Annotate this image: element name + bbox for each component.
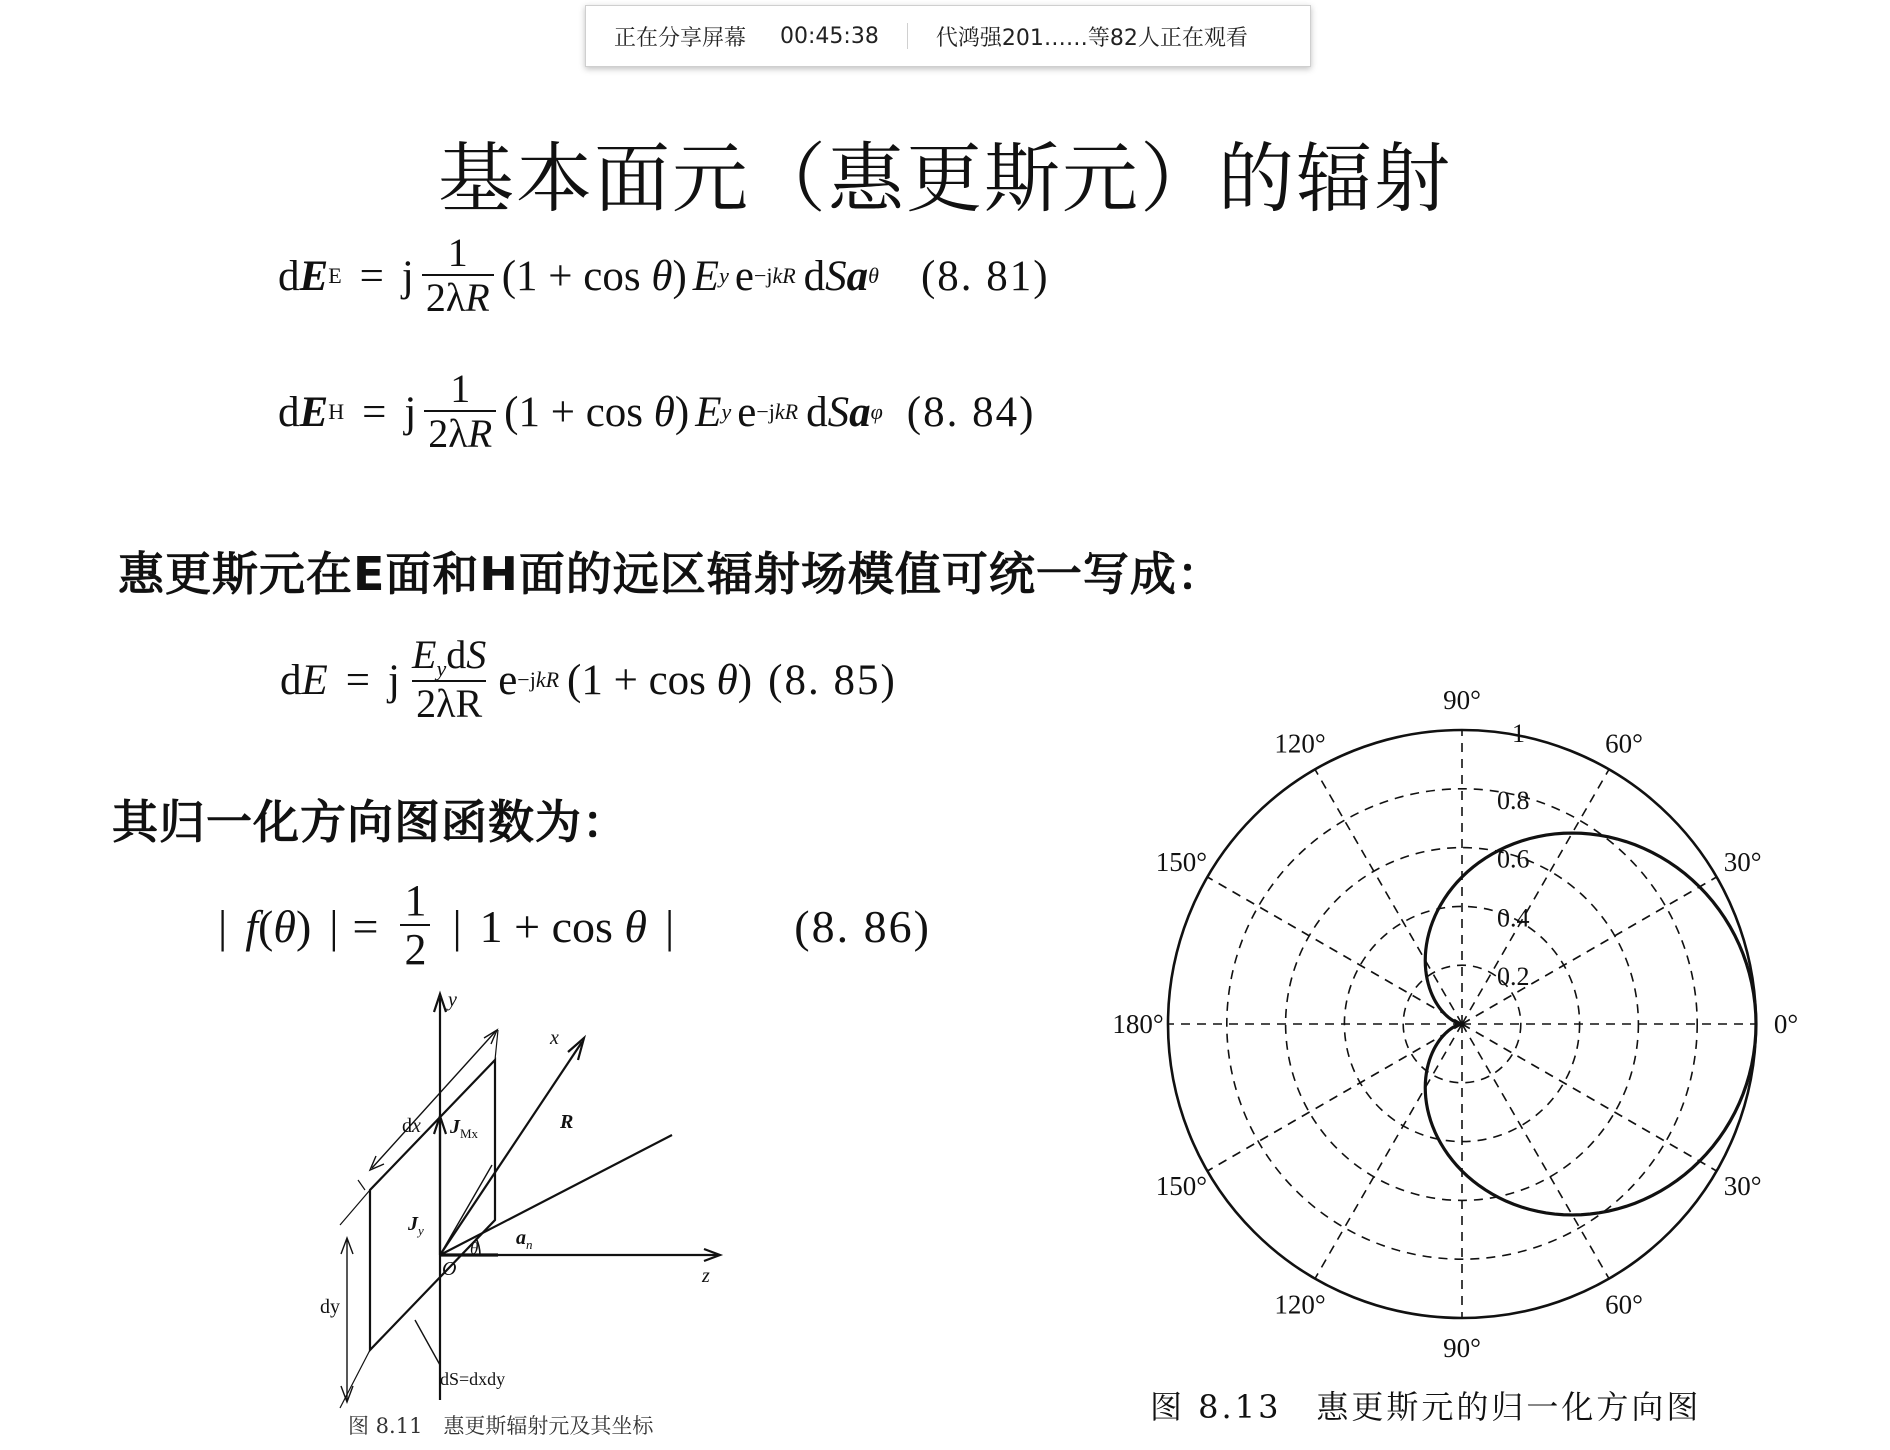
section-heading-far-field: 惠更斯元在E面和H面的远区辐射场模值可统一写成： — [118, 547, 1224, 601]
angle-30-lower: 30° — [1723, 1171, 1762, 1201]
angle-0: 0° — [1773, 1009, 1799, 1039]
polar-pattern-chart — [1080, 680, 1840, 1380]
grid-spoke — [1462, 769, 1609, 1024]
equation-number: (8. 84) — [906, 388, 1036, 436]
equation-number: (8. 86) — [794, 900, 931, 952]
angle-180: 180° — [1112, 1009, 1164, 1039]
label-an: $a_n$ — [516, 1227, 533, 1252]
angle-150-lower: 150° — [1155, 1171, 1208, 1201]
share-timer: 00:45:38 — [780, 23, 879, 49]
figure-8-13-caption: 图 8.13 惠更斯元的归一化方向图 — [1150, 1388, 1702, 1426]
angle-60-lower: 60° — [1605, 1289, 1643, 1320]
angle-90-top: 90° — [1443, 685, 1481, 715]
equation-8-81: d E E = j $\frac{1}{2\lambda R}$ (1 + cos θ) E y e −jkR d S a θ (8. 81) — [278, 230, 1050, 320]
equation-8-86: | f (θ) | = $\frac{1}{2}$ | 1 + cos θ | (8. 86) — [218, 876, 931, 975]
angle-120-lower: 120° — [1274, 1289, 1326, 1320]
grid-spoke — [1207, 1024, 1462, 1171]
radial-label-0-2: 0.2 — [1497, 962, 1530, 992]
label-theta: θ — [470, 1239, 479, 1258]
radial-label-1: 1 — [1512, 719, 1525, 748]
label-jmx: $J_{Mx}$ — [450, 1116, 479, 1141]
equation-number: (8. 81) — [920, 252, 1050, 300]
label-ds: dS=dxdy — [440, 1369, 506, 1389]
surface-element — [370, 1060, 495, 1350]
angle-150-upper: 150° — [1155, 847, 1208, 877]
radial-label-0-6: 0.6 — [1497, 844, 1530, 874]
share-viewers[interactable]: 代鸿强201……等82人正在观看 — [935, 25, 1248, 51]
screen-share-bar — [585, 5, 1311, 67]
label-jy: $J_y$ — [408, 1213, 424, 1238]
radial-label-0-8: 0.8 — [1497, 785, 1530, 815]
figure-8-11-caption: 图 8.11 惠更斯辐射元及其坐标 — [348, 1414, 654, 1438]
grid-spoke — [1315, 1024, 1462, 1279]
equation-number: (8. 85) — [768, 656, 897, 704]
angle-30-upper: 30° — [1723, 847, 1762, 877]
label-o: O — [442, 1258, 457, 1280]
angle-90-bottom: 90° — [1443, 1333, 1481, 1363]
huygens-element-diagram — [320, 990, 740, 1450]
section-heading-pattern-function: 其归一化方向图函数为： — [112, 795, 629, 849]
angle-120-upper: 120° — [1274, 728, 1326, 759]
label-z: z — [702, 1265, 710, 1287]
label-dx: dx — [402, 1115, 421, 1137]
grid-spoke — [1315, 769, 1462, 1024]
grid-spoke — [1462, 1024, 1609, 1279]
angle-60-upper: 60° — [1605, 728, 1643, 759]
x-axis — [440, 1042, 582, 1255]
grid-spoke — [1207, 877, 1462, 1024]
label-x: x — [550, 1027, 559, 1049]
share-status: 正在分享屏幕 — [614, 25, 747, 51]
equation-8-85: d E = j $\frac{E_ydS}{2\lambda R}$ e −jkR (1 + cos θ) (8. 85) — [280, 632, 897, 727]
grid-spoke — [1462, 1024, 1717, 1171]
equation-8-84: d E H = j $\frac{1}{2\lambda R}$ (1 + cos θ) E y e −jkR d S a φ (8. 84) — [278, 366, 1036, 456]
slide-title: 基本面元（惠更斯元）的辐射 — [438, 134, 1452, 223]
label-y: y — [448, 990, 457, 1011]
radial-label-0-4: 0.4 — [1497, 903, 1530, 933]
grid-spoke — [1462, 877, 1717, 1024]
label-dy: dy — [320, 1296, 340, 1318]
label-r: R — [560, 1111, 574, 1133]
